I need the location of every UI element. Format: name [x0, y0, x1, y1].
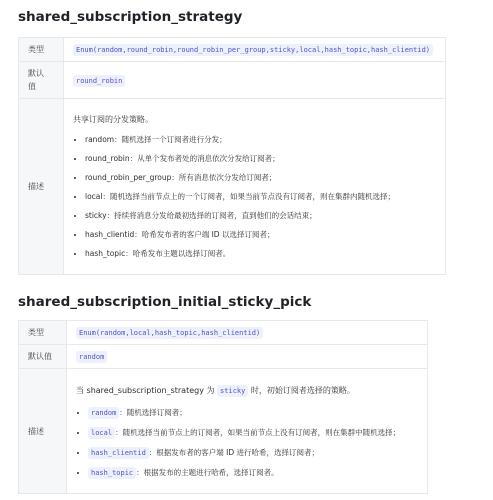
default-value-code: round_robin — [73, 75, 125, 87]
list-item: • random ：随机选择订阅者； — [88, 408, 421, 418]
default-value — [67, 345, 428, 369]
type-value — [64, 38, 446, 62]
list-item: • random：随机选择一个订阅者进行分发； — [85, 135, 439, 145]
default-value — [64, 62, 446, 99]
config-table-shared-subscription-strategy — [18, 37, 446, 275]
list-item: • sticky：持续将消息分发给最初选择的订阅者，直到他们的会话结束； — [85, 211, 439, 221]
list-item: • hash_clientid ：根据发布者的客户端 ID 进行哈希，选择订阅者； — [88, 448, 421, 458]
type-value — [67, 321, 428, 345]
desc-intro: 共享订阅的分发策略。 — [73, 115, 153, 124]
type-label: 类型 — [19, 321, 67, 345]
section-title-shared-subscription-strategy: shared_subscription_strategy — [18, 9, 243, 25]
description — [67, 369, 428, 494]
list-item: • local ：随机选择当前节点上的订阅者，如果当前节点上没有订阅者，则在集群中随机选择； — [88, 428, 421, 438]
list-item: • hash_topic ：根据发布的主题进行哈希，选择订阅者。 — [88, 468, 421, 478]
list-item: • round_robin_per_group：所有消息依次分发给订阅者； — [85, 173, 439, 183]
type-label: 类型 — [19, 38, 64, 62]
desc-label: 描述 — [19, 99, 64, 275]
list-item: • round_robin：从单个发布者处的消息依次分发给订阅者； — [85, 154, 439, 164]
list-item: • local：随机选择当前节点上的一个订阅者，如果当前节点没有订阅者，则在集群内随机选择； — [85, 192, 439, 202]
default-value-code: random — [76, 351, 107, 363]
list-item: • hash_topic：哈希发布主题以选择订阅者。 — [85, 249, 439, 259]
desc-intro: 当 shared_subscription_strategy 为 sticky 时，初始订阅者选择的策略。 — [76, 385, 355, 395]
desc-label: 描述 — [19, 369, 67, 494]
config-table-shared-subscription-initial-sticky-pick — [18, 320, 428, 494]
type-value-code: Enum(random,round_robin,round_robin_per_group,sticky,local,hash_topic,hash_clientid) — [73, 44, 433, 56]
default-label: 默认值 — [19, 345, 67, 369]
default-label: 默认值 — [19, 62, 64, 99]
pick-strategy-list — [76, 408, 421, 478]
strategy-list — [73, 135, 439, 259]
description — [64, 99, 446, 275]
type-value-code: Enum(random,local,hash_topic,hash_clientid) — [76, 327, 263, 339]
list-item: • hash_clientid：哈希发布者的客户端 ID 以选择订阅者； — [85, 230, 439, 240]
sticky-code: sticky — [217, 385, 248, 397]
section-title-shared-subscription-initial-sticky-pick: shared_subscription_initial_sticky_pick — [18, 294, 312, 310]
